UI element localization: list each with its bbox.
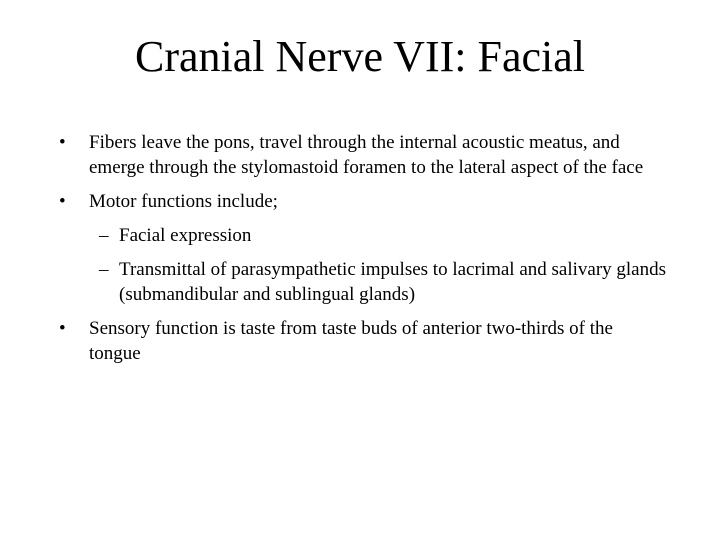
bullet-text: Sensory function is taste from taste buds of anterior two-thirds of the tongue: [89, 318, 613, 364]
sub-bullet-text: Transmittal of parasympathetic impulses to lacrimal and salivary glands (submandibular and sublingual glands): [119, 259, 667, 305]
bullet-item: [56, 130, 666, 180]
sub-bullet-item: [56, 257, 666, 307]
sub-bullet-text: Facial expression: [119, 225, 252, 246]
dash-marker: –: [99, 225, 109, 246]
bullet-item: [56, 316, 666, 366]
dash-marker: –: [99, 259, 109, 280]
bullet-marker: •: [59, 318, 66, 339]
slide-title: Cranial Nerve VII: Facial: [134, 32, 585, 81]
bullet-item: [56, 189, 666, 214]
bullet-marker: •: [59, 191, 66, 212]
bullet-text: Fibers leave the pons, travel through the internal acoustic meatus, and emerge through the stylomastoid foramen to the lateral aspect of the face: [89, 132, 644, 178]
bullet-marker: •: [59, 132, 66, 153]
bullet-list: [56, 130, 666, 375]
bullet-text: Motor functions include;: [89, 191, 278, 212]
sub-bullet-item: [56, 223, 666, 248]
